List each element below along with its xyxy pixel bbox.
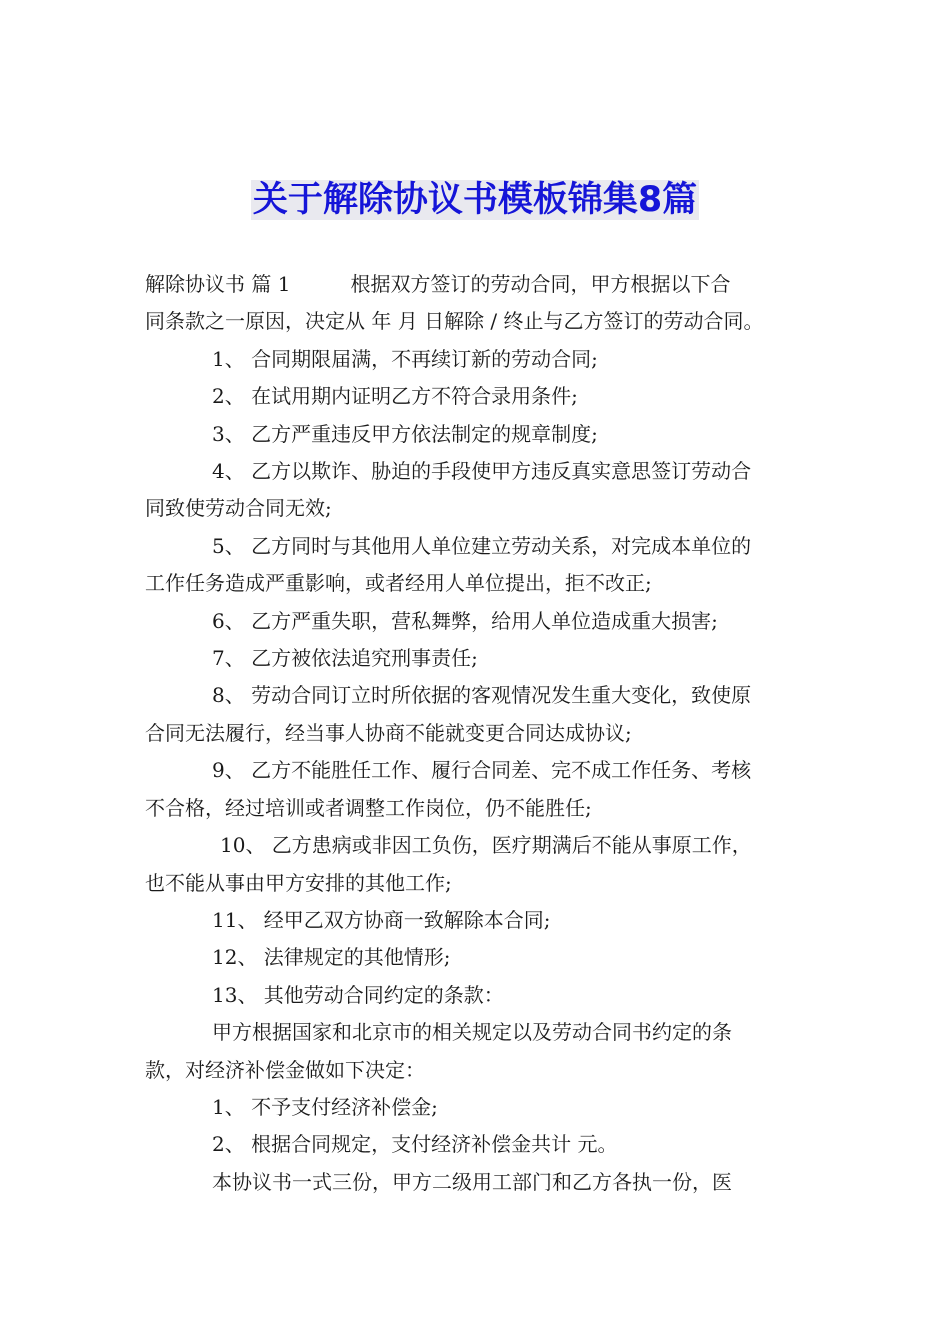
list-item: 9、 乙方不能胜任工作、履行合同差、完不成工作任务、考核 bbox=[212, 758, 752, 783]
list-item: 8、 劳动合同订立时所依据的客观情况发生重大变化，致使原 bbox=[212, 683, 752, 708]
paragraph-line: 也不能从事由甲方安排的其他工作; bbox=[145, 870, 452, 895]
list-item: 5、 乙方同时与其他用人单位建立劳动关系，对完成本单位的 bbox=[212, 533, 752, 558]
document-title bbox=[0, 172, 950, 228]
line-text: 根据双方签订的劳动合同，甲方根据以下合 bbox=[350, 272, 731, 296]
paragraph-line: 本协议书一式三份，甲方二级用工部门和乙方各执一份，医 bbox=[212, 1169, 732, 1194]
paragraph-line: 不合格，经过培训或者调整工作岗位，仍不能胜任; bbox=[145, 795, 592, 820]
paragraph-line: 同致使劳动合同无效; bbox=[145, 496, 332, 521]
list-item: 13、 其他劳动合同约定的条款： bbox=[212, 982, 504, 1007]
list-item: 3、 乙方严重违反甲方依法制定的规章制度; bbox=[212, 421, 598, 446]
list-item: 7、 乙方被依法追究刑事责任; bbox=[212, 646, 478, 671]
paragraph-line: 工作任务造成严重影响，或者经用人单位提出，拒不改正; bbox=[145, 571, 652, 596]
document-body bbox=[145, 266, 813, 1201]
list-item: 2、 在试用期内证明乙方不符合录用条件; bbox=[212, 384, 578, 409]
list-item: 10、 乙方患病或非因工负伤，医疗期满后不能从事原工作， bbox=[220, 833, 752, 858]
paragraph-line: 甲方根据国家和北京市的相关规定以及劳动合同书约定的条 bbox=[212, 1020, 732, 1045]
list-item: 2、 根据合同规定，支付经济补偿金共计 元。 bbox=[212, 1132, 618, 1157]
list-item: 4、 乙方以欺诈、胁迫的手段使甲方违反真实意思签订劳动合 bbox=[212, 459, 752, 484]
title-text: 关于解除协议书模板锦集8篇 bbox=[252, 180, 698, 220]
list-item: 12、 法律规定的其他情形; bbox=[212, 945, 451, 970]
paragraph-line bbox=[145, 266, 813, 303]
list-item: 6、 乙方严重失职，营私舞弊，给用人单位造成重大损害; bbox=[212, 608, 718, 633]
paragraph-line: 同条款之一原因，决定从 年 月 日解除 / 终止与乙方签订的劳动合同。 bbox=[145, 309, 764, 334]
list-item: 1、 不予支付经济补偿金; bbox=[212, 1094, 438, 1119]
paragraph-line: 合同无法履行，经当事人协商不能就变更合同达成协议; bbox=[145, 720, 632, 745]
list-item: 11、 经甲乙双方协商一致解除本合同; bbox=[212, 907, 551, 932]
list-item: 1、 合同期限届满，不再续订新的劳动合同; bbox=[212, 346, 598, 371]
section-heading: 解除协议书 篇 1 bbox=[145, 272, 291, 296]
paragraph-line: 款，对经济补偿金做如下决定： bbox=[145, 1057, 425, 1082]
